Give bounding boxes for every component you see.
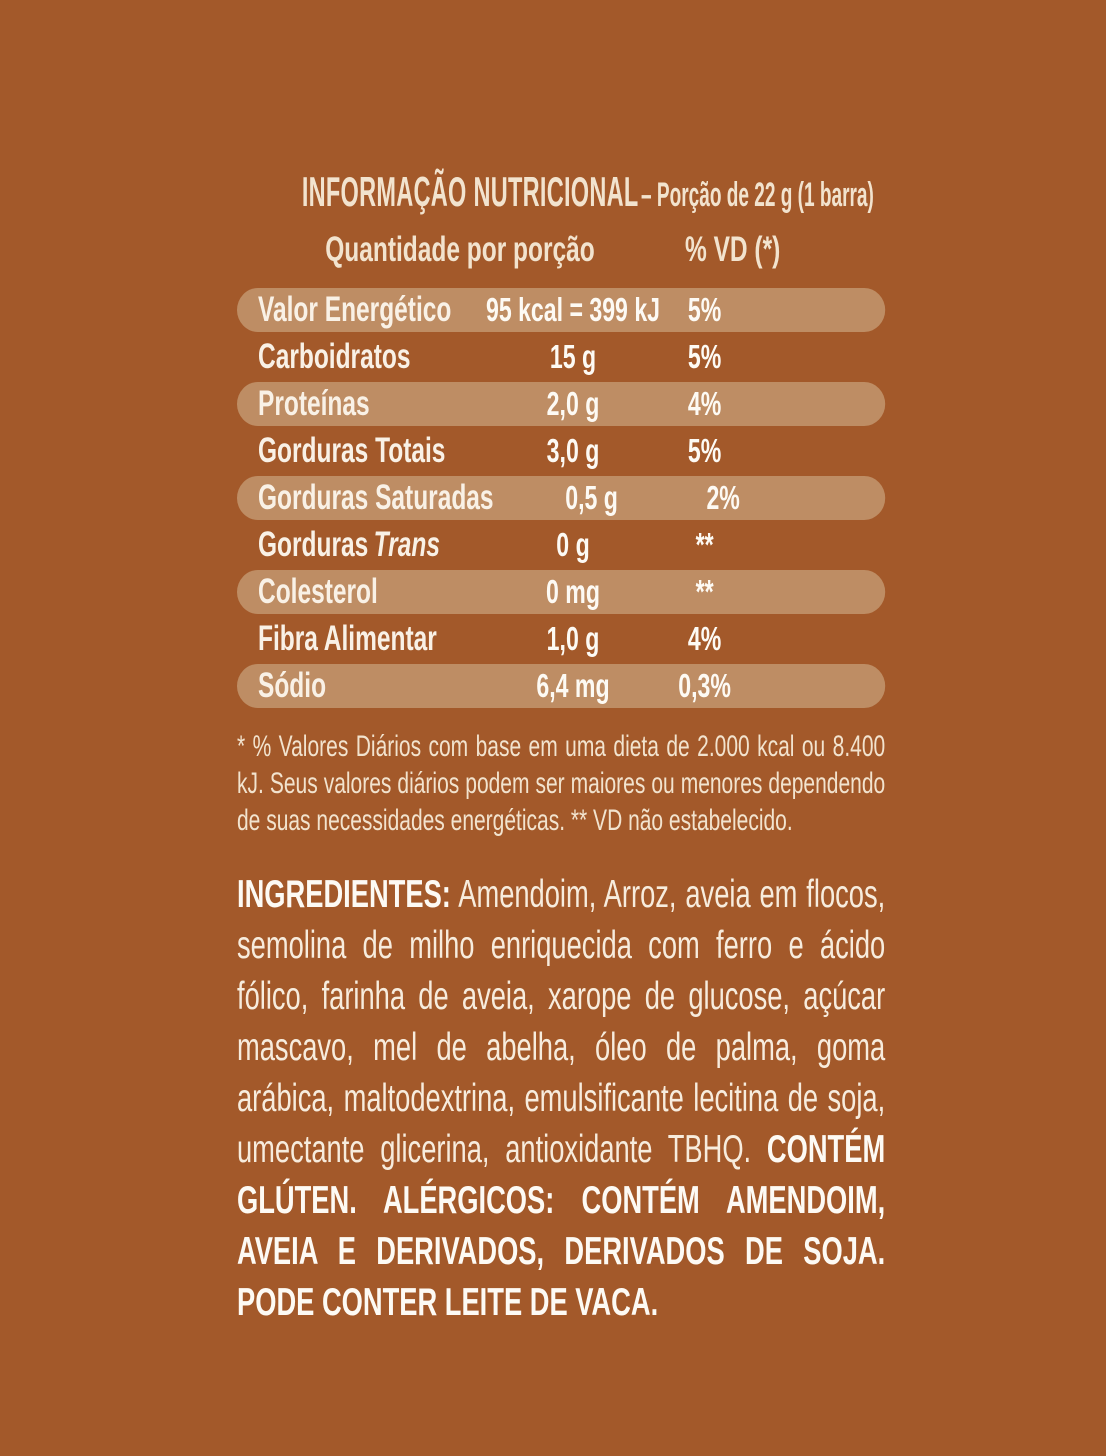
table-row bbox=[237, 523, 885, 567]
nutrient-amount: 0 mg bbox=[546, 573, 600, 610]
nutrient-label: Gorduras Totais bbox=[258, 431, 446, 470]
nutrient-daily-value: 5% bbox=[687, 432, 722, 469]
nutrient-daily-value: 2% bbox=[706, 479, 740, 516]
nutrient-daily-value: 5% bbox=[687, 338, 722, 375]
ingredients-heading: INGREDIENTES: bbox=[237, 873, 451, 916]
nutrition-table bbox=[237, 288, 885, 708]
table-row bbox=[237, 570, 885, 614]
allergen-statement: CONTÉM GLÚTEN. ALÉRGICOS: CONTÉM AMENDOIM, AVEIA E DERIVADOS, DERIVADOS DE SOJA. PODE CONTER LEITE DE VACA. bbox=[237, 1128, 886, 1324]
ingredients-list: Amendoim, Arroz, aveia em flocos, semolina de milho enriquecida com ferro e ácido fólico, farinha de aveia, xarope de glucose, açúcar mascavo, mel de abelha, óleo de palma, goma arábica, maltodextrina, emulsificante lecitina de soja, umectante glicerina, antioxidante TBHQ. bbox=[237, 873, 886, 1171]
nutrient-daily-value: 0,3% bbox=[678, 667, 731, 704]
nutrition-header bbox=[301, 166, 874, 218]
nutrition-title: INFORMAÇÃO NUTRICIONAL bbox=[301, 168, 639, 215]
nutrient-label: Gorduras Saturadas bbox=[258, 478, 494, 517]
nutrient-amount: 15 g bbox=[549, 338, 597, 375]
nutrient-amount: 6,4 mg bbox=[536, 667, 610, 704]
nutrient-daily-value: ** bbox=[695, 526, 714, 563]
nutrient-label: Fibra Alimentar bbox=[258, 619, 437, 658]
table-row bbox=[237, 476, 885, 520]
nutrient-amount: 3,0 g bbox=[546, 432, 600, 469]
nutrient-amount: 95 kcal = 399 kJ bbox=[485, 291, 661, 328]
table-row bbox=[237, 664, 885, 708]
nutrient-label: Colesterol bbox=[258, 572, 378, 611]
nutrition-label bbox=[237, 166, 885, 1367]
nutrient-label bbox=[237, 525, 475, 565]
nutrient-daily-value: 4% bbox=[687, 385, 722, 422]
serving-size: – Porção de 22 g (1 barra) bbox=[641, 176, 874, 214]
table-column-headers bbox=[237, 228, 885, 272]
nutrient-daily-value: ** bbox=[695, 573, 714, 610]
table-row bbox=[237, 617, 885, 661]
table-row bbox=[237, 288, 885, 332]
nutrient-label: Carboidratos bbox=[258, 337, 411, 376]
daily-values-footnote: * % Valores Diários com base em uma dieta de 2.000 kcal ou 8.400 kJ. Seus valores diários podem ser maiores ou menores dependendo de suas necessidades energéticas. ** VD não estabelecido. bbox=[237, 730, 886, 837]
ingredients-paragraph bbox=[237, 869, 885, 1328]
table-row bbox=[237, 429, 885, 473]
nutrient-amount: 0,5 g bbox=[565, 479, 618, 516]
table-row bbox=[237, 335, 885, 379]
nutrient-amount: 0 g bbox=[556, 526, 590, 563]
nutrient-label-text: Gorduras bbox=[258, 525, 369, 564]
nutrient-label: Valor Energético bbox=[258, 290, 452, 329]
column-header-quantity: Quantidade por porção bbox=[325, 230, 595, 269]
nutrient-amount: 1,0 g bbox=[546, 620, 600, 657]
nutrient-daily-value: 5% bbox=[687, 291, 722, 328]
nutrient-label: Proteínas bbox=[258, 384, 370, 423]
nutrient-amount: 2,0 g bbox=[546, 385, 600, 422]
table-row bbox=[237, 382, 885, 426]
column-header-daily-value: % VD (*) bbox=[685, 230, 781, 269]
nutrient-daily-value: 4% bbox=[687, 620, 722, 657]
nutrient-label-italic: Trans bbox=[373, 525, 440, 564]
nutrient-label: Sódio bbox=[258, 666, 327, 705]
